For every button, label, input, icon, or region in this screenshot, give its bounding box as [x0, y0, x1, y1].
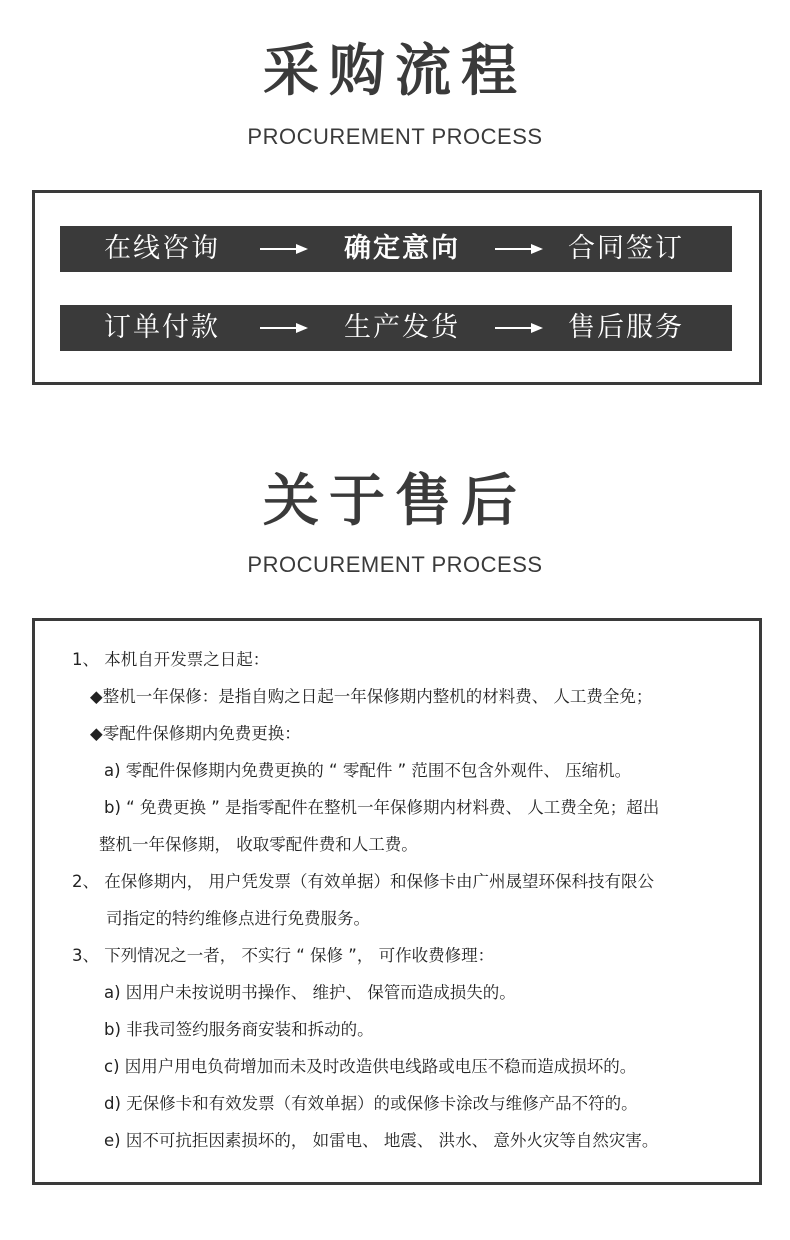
terms-item-3-d: d) 无保修卡和有效发票（有效单据）的或保修卡涂改与维修产品不符的。 [104, 1094, 638, 1113]
terms-item-3-e: e) 因不可抗拒因素损坏的， 如雷电、 地震、 洪水、 意外火灾等自然灾害。 [104, 1131, 659, 1150]
terms-sub-b-cont: 整机一年保修期， 收取零配件费和人工费。 [99, 835, 418, 854]
arrow-right-icon [495, 248, 541, 250]
terms-item-3-b: b) 非我司签约服务商安装和拆动的。 [104, 1020, 374, 1039]
flow-step-confirm-intent: 确定意向 [344, 233, 460, 264]
terms-item-3-a: a) 因用户未按说明书操作、 维护、 保管而造成损失的。 [104, 983, 516, 1002]
terms-item-1: 1、 本机自开发票之日起： [72, 650, 270, 669]
flow-step-contract: 合同签订 [568, 233, 684, 264]
terms-bullet-parts: ◆零配件保修期内免费更换： [90, 724, 301, 743]
flow-row-2 [60, 305, 732, 351]
flow-step-consult: 在线咨询 [104, 233, 220, 264]
flow-row-1 [60, 226, 732, 272]
terms-bullet-whole-unit: ◆整机一年保修：是指自购之日起一年保修期内整机的材料费、 人工费全免； [90, 687, 653, 706]
after-sales-subtitle: PROCUREMENT PROCESS [247, 552, 543, 577]
procurement-title: 采购流程 [263, 39, 527, 104]
procurement-flow-box [32, 190, 762, 385]
terms-item-2: 2、 在保修期内， 用户凭发票（有效单据）和保修卡由广州晟望环保科技有限公 [72, 872, 654, 891]
warranty-terms-box [32, 618, 762, 1185]
flow-step-shipping: 生产发货 [344, 312, 460, 343]
arrow-right-icon [260, 248, 306, 250]
terms-sub-a: a) 零配件保修期内免费更换的 “ 零配件 ” 范围不包含外观件、 压缩机。 [104, 761, 632, 780]
flow-step-payment: 订单付款 [104, 312, 220, 343]
procurement-subtitle: PROCUREMENT PROCESS [247, 124, 543, 149]
terms-item-2-cont: 司指定的特约维修点进行免费服务。 [106, 909, 370, 928]
terms-sub-b: b) “ 免费更换 ” 是指零配件在整机一年保修期内材料费、 人工费全免；超出 [104, 798, 660, 817]
after-sales-title: 关于售后 [263, 469, 527, 534]
terms-item-3: 3、 下列情况之一者， 不实行 “ 保修 ”， 可作收费修理： [72, 946, 495, 965]
terms-item-3-c: c) 因用户用电负荷增加而未及时改造供电线路或电压不稳而造成损坏的。 [104, 1057, 637, 1076]
arrow-right-icon [495, 327, 541, 329]
flow-step-after-sales: 售后服务 [568, 312, 684, 343]
arrow-right-icon [260, 327, 306, 329]
